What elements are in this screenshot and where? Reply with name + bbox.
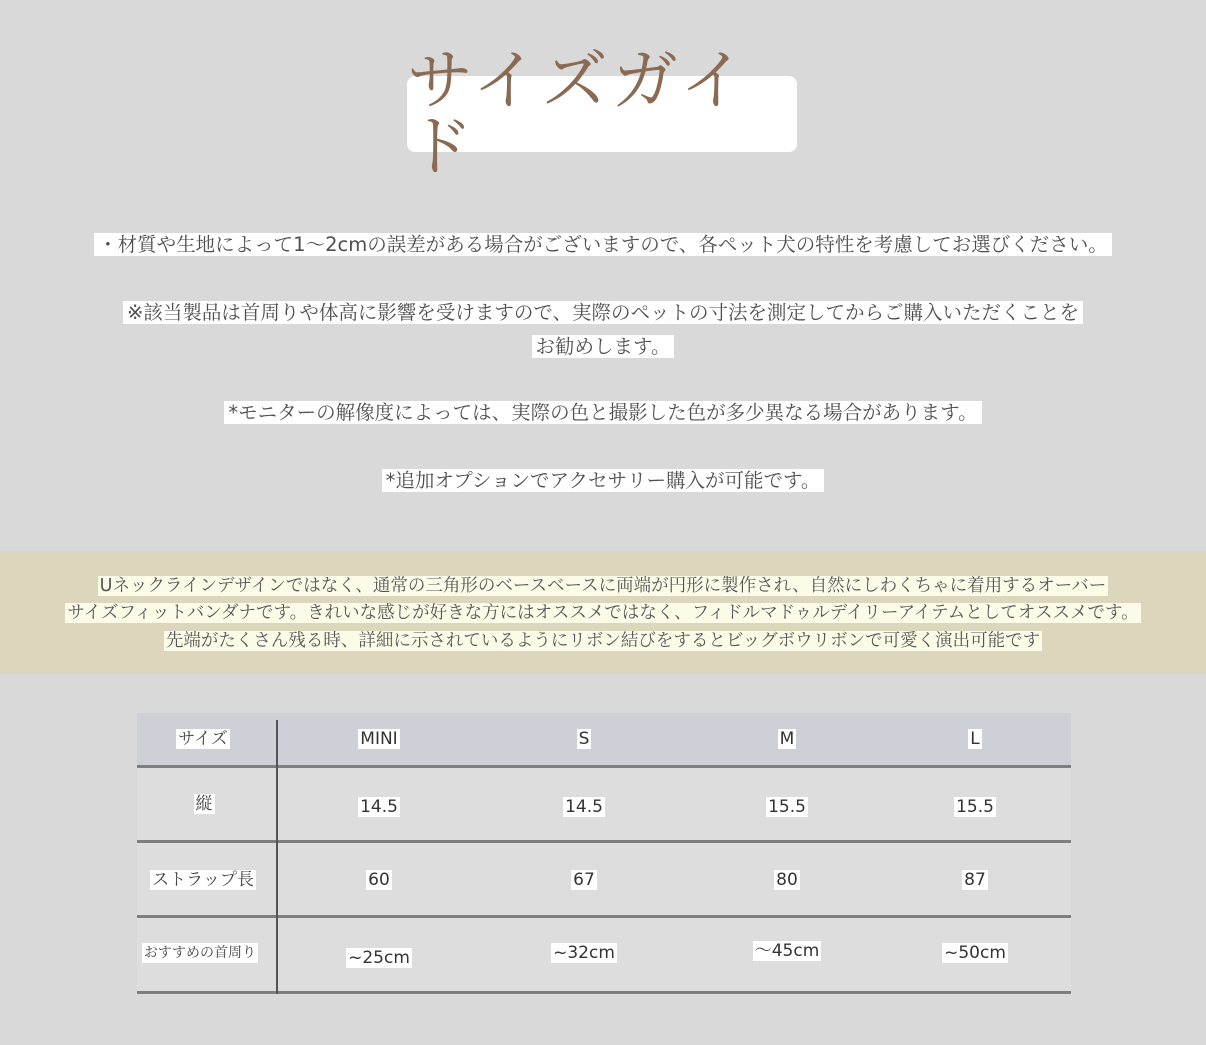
description-line-3: 先端がたくさん残る時、詳細に示されているようにリボン結びをするとビッグボウリボンで可愛く演出可能です bbox=[165, 631, 1041, 651]
note-error-margin: ・材質や生地によって1〜2cmの誤差がある場合がございますので、各ペット犬の特性を考慮してお選びください。 bbox=[0, 228, 1206, 262]
table-cell: ~32cm bbox=[553, 943, 615, 963]
note-measure-line-2: お勧めします。 bbox=[0, 330, 1206, 364]
header-m: M bbox=[779, 729, 795, 749]
size-table bbox=[137, 713, 1071, 995]
table-cell: 14.5 bbox=[360, 796, 398, 817]
note-accessory: *追加オプションでアクセサリー購入が可能です。 bbox=[0, 464, 1206, 498]
column-divider bbox=[276, 720, 278, 994]
table-cell: ~50cm bbox=[944, 943, 1006, 963]
description-line-2: サイズフィットバンダナです。きれいな感じが好きな方にはオススメではなく、フィドルマドゥルデイリーアイテムとしてオススメです。 bbox=[67, 603, 1139, 623]
table-cell: 60 bbox=[368, 870, 390, 890]
table-cell: 15.5 bbox=[956, 796, 994, 817]
table-cell: 〜45cm bbox=[754, 941, 820, 961]
header-l: L bbox=[970, 729, 980, 749]
note-measure-line-1: ※該当製品は首周りや体高に影響を受けますので、実際のペットの寸法を測定してからご購入いただくことを bbox=[0, 296, 1206, 330]
table-cell: 14.5 bbox=[565, 796, 603, 817]
row-label-recommended-neck: おすすめの首周り bbox=[143, 945, 257, 961]
table-cell: 87 bbox=[964, 870, 986, 890]
note-monitor: *モニターの解像度によっては、実際の色と撮影した色が多少異なる場合があります。 bbox=[0, 396, 1206, 430]
row-label-strap-length: ストラップ長 bbox=[152, 870, 254, 890]
title-box bbox=[407, 42, 797, 185]
header-s: S bbox=[578, 729, 590, 749]
header-mini: MINI bbox=[360, 729, 398, 749]
table-cell: 80 bbox=[776, 870, 798, 890]
table-cell: 67 bbox=[573, 870, 595, 890]
table-cell: ~25cm bbox=[348, 948, 410, 968]
description-line-1: Uネックラインデザインではなく、通常の三角形のベースベースに両端が円形に製作され、自然にしわくちゃに着用するオーバー bbox=[99, 576, 1107, 596]
table-cell: 15.5 bbox=[768, 796, 806, 817]
row-label-length: 縦 bbox=[195, 794, 213, 814]
header-size-label: サイズ bbox=[178, 729, 228, 749]
page-title: サイズガイド bbox=[407, 42, 750, 185]
